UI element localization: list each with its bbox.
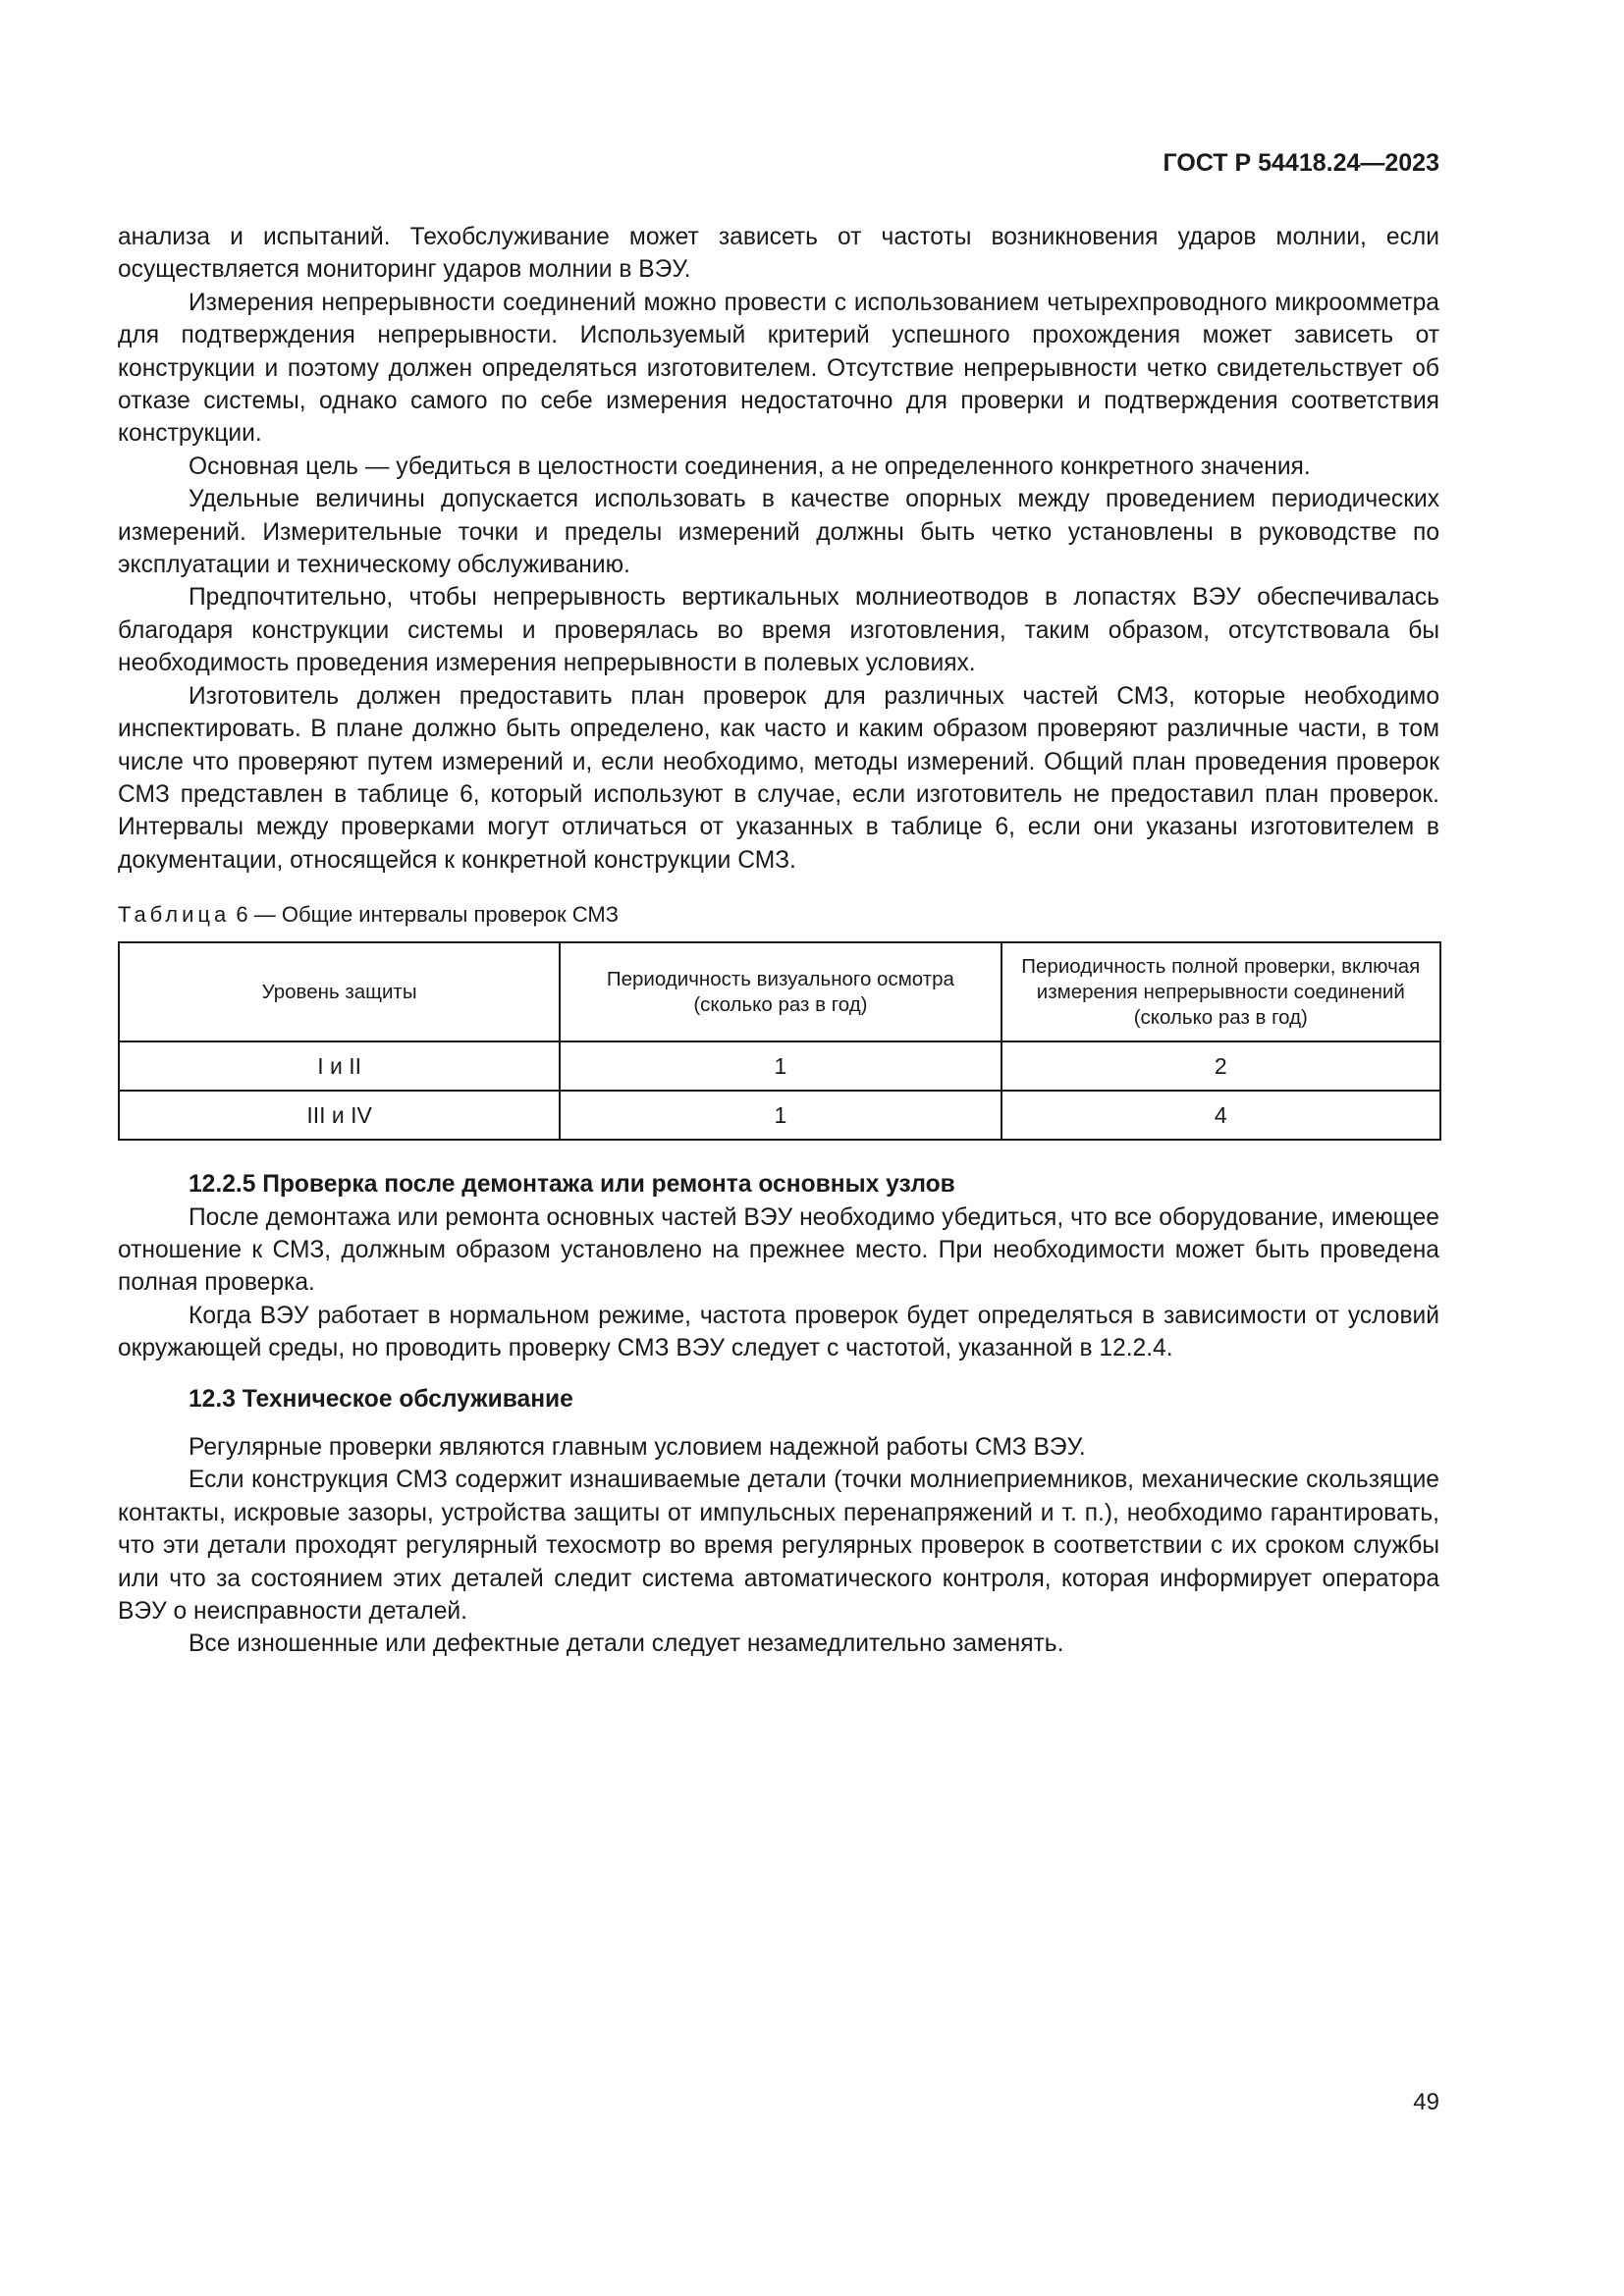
- paragraph: Если конструкция СМЗ содержит изнашиваемые детали (точки молниеприемников, механические скользящие контакты, искровые зазоры, устройства защиты от импульсных перенапряжений и т. п.), необходимо гарантировать, что эти детали проходят регулярный техосмотр во время регулярных проверок в соответствии с их сроком службы или что за состоянием этих деталей следит система автоматического контроля, которая информирует оператора ВЭУ о неисправности деталей.: [118, 1467, 1439, 1625]
- table-cell: III и IV: [119, 1091, 560, 1140]
- paragraph: Все изношенные или дефектные детали следует незамедлительно заменять.: [189, 1630, 1064, 1658]
- paragraph: Когда ВЭУ работает в нормальном режиме, частота проверок будет определяться в зависимости от условий окружающей среды, но проводить проверку СМЗ ВЭУ следует с частотой, указанной в 12.2.4.: [118, 1302, 1439, 1362]
- table-cell: 1: [560, 1041, 1001, 1091]
- body-text: [118, 221, 1439, 1661]
- table-header-row: [119, 942, 1440, 1041]
- paragraph: Предпочтительно, чтобы непрерывность вертикальных молниеотводов в лопастях ВЭУ обеспечивалась благодаря конструкции системы и проверялась во время изготовления, таким образом, отсутствовала бы необходимость проведения измерения непрерывности в полевых условиях.: [118, 584, 1439, 677]
- table-cell: 4: [1001, 1091, 1440, 1140]
- page-number: 49: [1413, 2089, 1439, 2115]
- paragraph: Основная цель — убедиться в целостности соединения, а не определенного конкретного значения.: [189, 453, 1311, 480]
- table-row: [119, 1091, 1440, 1140]
- table-caption: [118, 900, 1439, 930]
- table-caption-label: Таблица: [118, 902, 231, 928]
- paragraph: Регулярные проверки являются главным условием надежной работы СМЗ ВЭУ.: [189, 1433, 1086, 1461]
- table-cell: 1: [560, 1091, 1001, 1140]
- column-header-full-inspection: Периодичность полной проверки, включая измерения непрерывности соединений (сколько раз в год): [1001, 942, 1440, 1041]
- document-page: [118, 0, 1439, 2296]
- column-header-protection-level: Уровень защиты: [119, 942, 560, 1041]
- table-cell: I и II: [119, 1041, 560, 1091]
- paragraph: Изготовитель должен предоставить план проверок для различных частей СМЗ, которые необходимо инспектировать. В плане должно быть определено, как часто и каким образом проверяют различные части, в том числе что проверяют путем измерений и, если необходимо, методы измерений. Общий план проведения проверок СМЗ представлен в таблице 6, который используют в случае, если изготовитель не предоставил план проверок. Интервалы между проверками могут отличаться от указанных в таблице 6, если они указаны изготовителем в документации, относящейся к конкретной конструкции СМЗ.: [118, 682, 1439, 874]
- section-heading-12-3: 12.3 Техническое обслуживание: [189, 1385, 573, 1413]
- inspection-intervals-table: [118, 941, 1441, 1141]
- column-header-visual-inspection: Периодичность визуального осмотра (сколько раз в год): [560, 942, 1001, 1041]
- table-caption-text: 6 — Общие интервалы проверок СМЗ: [236, 902, 619, 928]
- paragraph: анализа и испытаний. Техобслуживание может зависеть от частоты возникновения ударов молнии, если осуществляется мониторинг ударов молнии в ВЭУ.: [118, 224, 1439, 284]
- section-heading-12-2-5: 12.2.5 Проверка после демонтажа или ремонта основных узлов: [189, 1171, 955, 1199]
- paragraph: Удельные величины допускается использовать в качестве опорных между проведением периодических измерений. Измерительные точки и пределы измерений должны быть четко установлены в руководстве по эксплуатации и техническому обслуживанию.: [118, 486, 1439, 579]
- standard-id-header: ГОСТ Р 54418.24—2023: [1163, 149, 1439, 177]
- table-cell: 2: [1001, 1041, 1440, 1091]
- paragraph: После демонтажа или ремонта основных частей ВЭУ необходимо убедиться, что все оборудование, имеющее отношение к СМЗ, должным образом установлено на прежнее место. При необходимости может быть проведена полная проверка.: [118, 1203, 1439, 1297]
- table-row: [119, 1041, 1440, 1091]
- paragraph: Измерения непрерывности соединений можно провести с использованием четырехпроводного микроомметра для подтверждения непрерывности. Используемый критерий успешного прохождения может зависеть от конструкции и поэтому должен определяться изготовителем. Отсутствие непрерывности четко свидетельствует об отказе системы, однако самого по себе измерения недостаточно для проверки и подтверждения соответствия конструкции.: [118, 289, 1439, 448]
